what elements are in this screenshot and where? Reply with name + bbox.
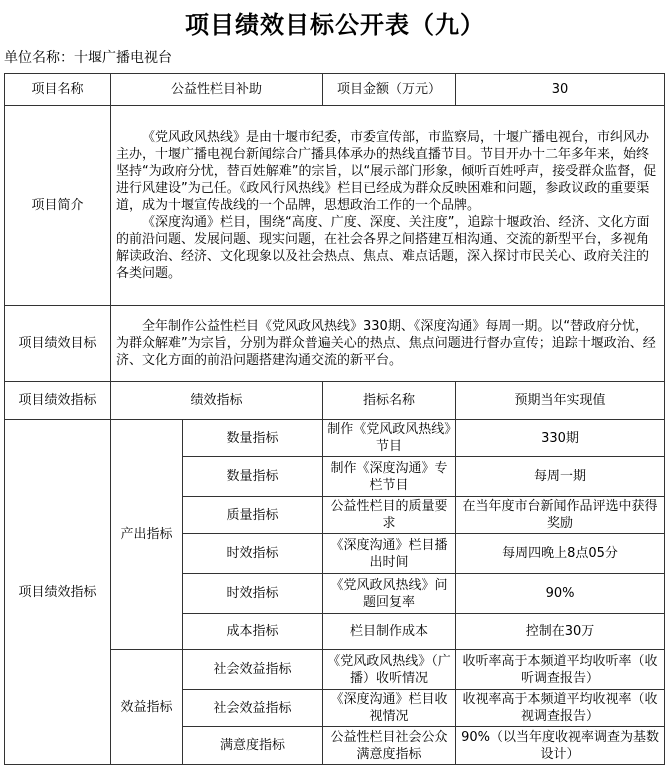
unit-name-label: 单位名称：十堰广播电视台	[4, 50, 172, 66]
indicator-value[interactable]: 330期	[456, 420, 665, 457]
project-name-label[interactable]: 项目名称	[5, 74, 111, 106]
project-goal-cell[interactable]	[111, 306, 665, 382]
page-title: 项目绩效目标公开表（九）	[185, 10, 485, 39]
table-row	[5, 382, 665, 420]
indicator-type[interactable]: 时效指标	[183, 574, 323, 614]
table-row	[5, 420, 665, 457]
indicator-value[interactable]: 每周一期	[456, 457, 665, 497]
project-amount-label[interactable]: 项目金额（万元）	[323, 74, 456, 106]
project-goal-label[interactable]: 项目绩效目标	[5, 306, 111, 382]
indicator-value[interactable]: 90%	[456, 574, 665, 614]
output-indicators-label[interactable]: 产出指标	[111, 420, 183, 650]
indicator-type[interactable]: 数量指标	[183, 457, 323, 497]
indicator-name[interactable]: 栏目制作成本	[323, 614, 456, 650]
project-name-value[interactable]: 公益性栏目补助	[111, 74, 323, 106]
indicators-group-label[interactable]: 项目绩效指标	[5, 420, 111, 765]
indicator-header-col2[interactable]: 指标名称	[323, 382, 456, 420]
indicator-name[interactable]: 制作《深度沟通》专栏节目	[323, 457, 456, 497]
indicator-type[interactable]: 社会效益指标	[183, 650, 323, 690]
indicator-type[interactable]: 数量指标	[183, 420, 323, 457]
indicator-type[interactable]: 时效指标	[183, 534, 323, 574]
indicator-value[interactable]: 90%（以当年度收视率调查为基数设计）	[456, 727, 665, 765]
indicator-header-col1[interactable]: 绩效指标	[111, 382, 323, 420]
project-intro-label[interactable]: 项目简介	[5, 106, 111, 306]
indicator-header-col3[interactable]: 预期当年实现值	[456, 382, 665, 420]
indicator-header-label[interactable]: 项目绩效指标	[5, 382, 111, 420]
project-intro-cell[interactable]	[111, 106, 665, 306]
indicator-value[interactable]: 收听率高于本频道平均收听率（收听调查报告）	[456, 650, 665, 690]
project-intro-paragraph: 《党风政风热线》是由十堰市纪委，市委宣传部，市监察局，十堰广播电视台，市纠风办主办，十堰广播电视台新闻综合广播具体承办的热线直播节目。节目开办十二年多年来，始终坚持“为政府分忧，替百姓解难”的宗旨，以“展示部门形象，倾听百姓呼声，接受群众监督，促进行风建设”为己任。《政风行风热线》栏目已经成为群众反映困难和问题，参政议政的重要渠道，成为十堰宣传战线的一个品牌，思想政治工作的一个品牌。	[116, 130, 657, 213]
indicator-value[interactable]: 控制在30万	[456, 614, 665, 650]
benefit-indicators-label[interactable]: 效益指标	[111, 650, 183, 765]
indicator-name[interactable]: 《深度沟通》栏目收视情况	[323, 690, 456, 727]
indicator-name[interactable]: 《党风政风热线》（广播）收听情况	[323, 650, 456, 690]
table-row	[5, 106, 665, 306]
indicator-type[interactable]: 质量指标	[183, 497, 323, 534]
indicator-type[interactable]: 社会效益指标	[183, 690, 323, 727]
indicator-type[interactable]: 成本指标	[183, 614, 323, 650]
performance-table	[4, 73, 665, 765]
project-intro-paragraph: 《深度沟通》栏目，围绕“高度、广度、深度、关注度”，追踪十堰政治、经济、文化方面的前沿问题、发展问题、现实问题，在社会各界之间搭建互相沟通、交流的新型平台，多视角解读政治、经济、文化现象以及社会热点、焦点、难点话题，深入探讨市民关心、政府关注的各类问题。	[116, 215, 650, 281]
indicator-name[interactable]: 《党风政风热线》问题回复率	[323, 574, 456, 614]
indicator-name[interactable]: 制作《党风政风热线》节目	[323, 420, 456, 457]
indicator-name[interactable]: 公益性栏目的质量要求	[323, 497, 456, 534]
project-amount-value[interactable]: 30	[456, 74, 665, 106]
indicator-value[interactable]: 收视率高于本频道平均收视率（收视调查报告）	[456, 690, 665, 727]
indicator-name[interactable]: 公益性栏目社会公众满意度指标	[323, 727, 456, 765]
indicator-type[interactable]: 满意度指标	[183, 727, 323, 765]
indicator-name[interactable]: 《深度沟通》栏目播出时间	[323, 534, 456, 574]
table-row	[5, 306, 665, 382]
project-goal-text: 全年制作公益性栏目《党风政风热线》330期、《深度沟通》每周一期。以“替政府分忧，为群众解难”为宗旨，分别为群众普遍关心的热点、焦点问题进行督办宣传；追踪十堰政治、经济、文化方面的前沿问题搭建沟通交流的新平台。	[116, 319, 656, 368]
table-row	[5, 74, 665, 106]
indicator-value[interactable]: 每周四晚上8点05分	[456, 534, 665, 574]
indicator-value[interactable]: 在当年度市台新闻作品评选中获得奖励	[456, 497, 665, 534]
